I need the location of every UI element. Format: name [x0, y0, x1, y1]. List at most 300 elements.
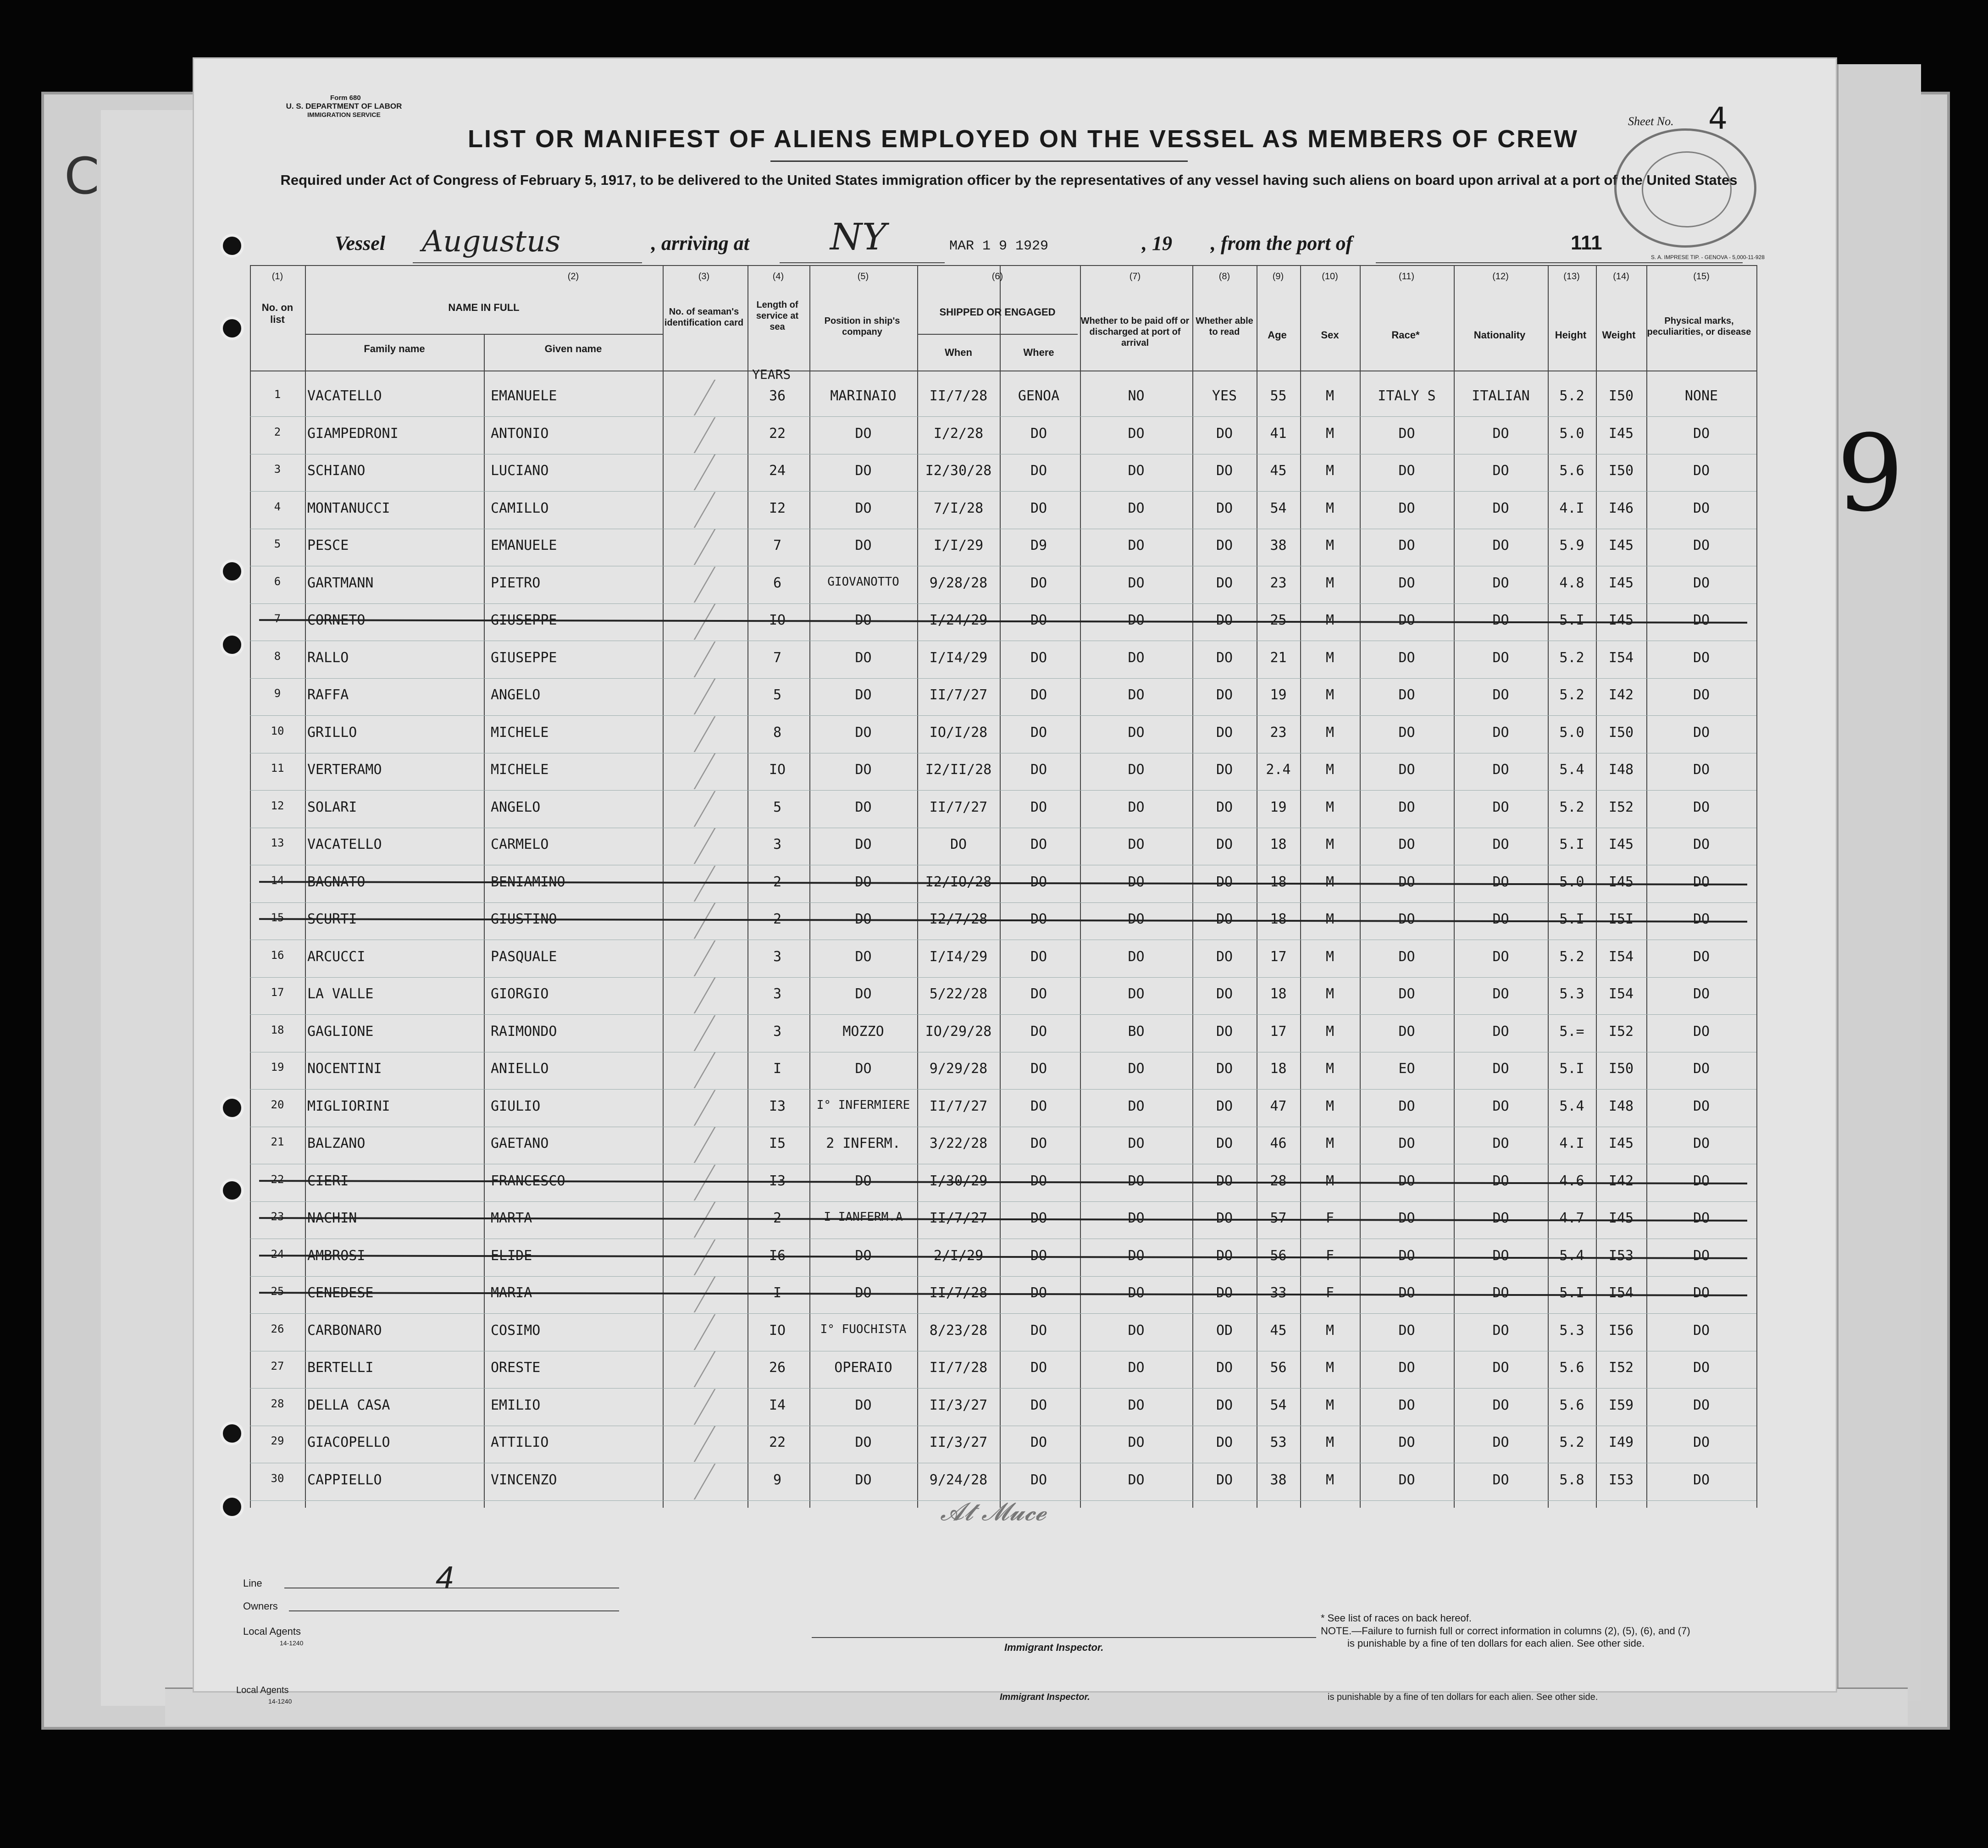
cell-shipped-when: IO/I/28	[929, 724, 988, 741]
cell-position: DO	[855, 500, 872, 516]
cell-position: DO	[855, 1247, 872, 1264]
column-number: (9)	[1272, 271, 1284, 282]
cell-row-number: 10	[271, 724, 284, 737]
shipped-subheader-rule	[917, 334, 1078, 335]
column-number: (6)	[991, 271, 1003, 282]
header-where: Where	[1023, 347, 1054, 358]
cell-weight: I50	[1608, 463, 1634, 479]
from-port-label: , from the port of	[1211, 232, 1353, 255]
cell-shipped-where: DO	[1030, 762, 1047, 778]
cell-service-years: I3	[769, 1098, 786, 1114]
vessel-name: Augustus	[422, 225, 561, 259]
lower-footnote: is punishable by a fine of ten dollars for each alien. See other side.	[1328, 1692, 1598, 1702]
cell-race: DO	[1398, 575, 1415, 591]
cell-paid-off: DO	[1128, 836, 1145, 852]
cell-paid-off: DO	[1128, 649, 1145, 666]
cell-sex: M	[1325, 1472, 1335, 1488]
footnote-penalty: NOTE.—Failure to furnish full or correct information in columns (2), (5), (6), and (7)	[1321, 1625, 1690, 1637]
cell-sex: M	[1325, 1360, 1335, 1376]
cell-shipped-when: II/7/28	[929, 1285, 988, 1301]
header-name-in-full: NAME IN FULL	[448, 302, 520, 313]
table-row	[250, 941, 1756, 978]
cell-family-name: AMBROSI	[307, 1247, 365, 1264]
cell-given-name: GIORGIO	[491, 986, 549, 1002]
cell-shipped-when: I/2/28	[933, 425, 984, 442]
cell-height: 4.6	[1559, 1173, 1584, 1189]
inspector-signature-line	[812, 1637, 1316, 1638]
cell-shipped-where: DO	[1030, 986, 1047, 1002]
cell-row-number: 13	[271, 836, 284, 849]
cell-sex: M	[1325, 649, 1335, 666]
binder-hole	[220, 1495, 244, 1519]
cell-shipped-when: I/24/29	[929, 612, 988, 628]
cell-age: 56	[1270, 1247, 1287, 1264]
cell-nationality: DO	[1492, 612, 1509, 628]
cell-family-name: GIACOPELLO	[307, 1434, 390, 1450]
cell-given-name: ANTONIO	[491, 425, 549, 442]
cell-shipped-where: DO	[1030, 874, 1047, 890]
table-row	[250, 1389, 1756, 1426]
cell-height: 5.4	[1559, 1247, 1584, 1264]
cell-physical-marks: DO	[1693, 649, 1710, 666]
cell-row-number: 20	[271, 1098, 284, 1111]
footer-agents-code: 14-1240	[280, 1639, 304, 1647]
cell-race: DO	[1398, 1135, 1415, 1151]
crew-manifest-table	[250, 265, 1756, 1508]
cell-paid-off: DO	[1128, 1173, 1145, 1189]
margin-number: 9	[1837, 413, 1904, 535]
cell-able-to-read: DO	[1216, 649, 1233, 666]
cell-sex: M	[1325, 612, 1335, 628]
column-number: (13)	[1563, 271, 1580, 282]
cell-able-to-read: DO	[1216, 575, 1233, 591]
cell-weight: I45	[1608, 537, 1634, 553]
cell-paid-off: DO	[1128, 500, 1145, 516]
cell-height: 5.I	[1559, 612, 1584, 628]
cell-service-years: I3	[769, 1173, 786, 1189]
cell-nationality: DO	[1492, 1360, 1509, 1376]
cell-able-to-read: DO	[1216, 1061, 1233, 1077]
cell-sex: M	[1325, 986, 1335, 1002]
header-physical: Physical marks, peculiarities, or disease	[1647, 316, 1751, 337]
cell-given-name: MARIA	[491, 1285, 532, 1301]
cell-race: DO	[1398, 724, 1415, 741]
cell-shipped-when: 2/I/29	[933, 1247, 984, 1264]
cell-service-years: IO	[769, 762, 786, 778]
cell-shipped-where: DO	[1030, 911, 1047, 927]
cell-service-years: I	[773, 1061, 782, 1077]
cell-able-to-read: DO	[1216, 836, 1233, 852]
cell-given-name: ATTILIO	[491, 1434, 549, 1450]
header-family-name: Family name	[364, 343, 425, 354]
cell-shipped-where: DO	[1030, 724, 1047, 741]
cell-race: ITALY S	[1378, 388, 1436, 404]
cell-position: DO	[855, 463, 872, 479]
cell-service-years: 8	[773, 724, 782, 741]
id-card-check-mark	[638, 604, 715, 640]
cell-paid-off: BO	[1128, 1023, 1145, 1040]
cell-height: 5.8	[1559, 1472, 1584, 1488]
id-card-check-mark	[638, 1351, 715, 1387]
table-row	[250, 417, 1756, 454]
cell-nationality: DO	[1492, 1322, 1509, 1339]
cell-position: OPERAIO	[834, 1360, 892, 1376]
table-row	[250, 791, 1756, 828]
cell-position: I IANFERM.A	[824, 1210, 903, 1224]
printer-imprint: S. A. IMPRESE TIP. - GENOVA - 5,000-11-928	[1651, 254, 1765, 260]
id-card-check-mark	[638, 454, 715, 490]
cell-family-name: VERTERAMO	[307, 762, 382, 778]
sheet-number-label: Sheet No.	[1628, 115, 1674, 128]
header-given-name: Given name	[544, 343, 602, 354]
cell-row-number: 19	[271, 1061, 284, 1073]
cell-race: DO	[1398, 1322, 1415, 1339]
cell-given-name: MICHELE	[491, 724, 549, 741]
page-title: LIST OR MANIFEST OF ALIENS EMPLOYED ON THE VESSEL AS MEMBERS OF CREW	[468, 125, 1579, 153]
cell-height: 5.4	[1559, 762, 1584, 778]
cell-age: 23	[1270, 724, 1287, 741]
table-row	[250, 1090, 1756, 1127]
id-card-check-mark	[638, 529, 715, 565]
id-card-check-mark	[638, 1277, 715, 1312]
cell-row-number: 1	[274, 388, 281, 401]
cell-age: 23	[1270, 575, 1287, 591]
header-position: Position in ship's company	[824, 316, 900, 337]
cell-family-name: CENEDESE	[307, 1285, 374, 1301]
table-row	[250, 1426, 1756, 1463]
header-race: Race*	[1391, 329, 1420, 341]
cell-nationality: DO	[1492, 687, 1509, 703]
cell-physical-marks: DO	[1693, 836, 1710, 852]
cell-sex: M	[1325, 575, 1335, 591]
cell-sex: M	[1325, 500, 1335, 516]
cell-height: 5.2	[1559, 799, 1584, 815]
service-name: IMMIGRATION SERVICE	[307, 111, 381, 118]
cell-paid-off: DO	[1128, 463, 1145, 479]
table-row	[250, 1015, 1756, 1052]
id-card-check-mark	[638, 492, 715, 528]
cell-family-name: CORNETO	[307, 612, 365, 628]
cell-able-to-read: DO	[1216, 1285, 1233, 1301]
cell-height: 5.2	[1559, 388, 1584, 404]
cell-family-name: GAGLIONE	[307, 1023, 374, 1040]
cell-row-number: 24	[271, 1247, 284, 1261]
cell-family-name: BALZANO	[307, 1135, 365, 1151]
cell-position: MARINAIO	[830, 388, 897, 404]
cell-race: DO	[1398, 874, 1415, 890]
cell-row-number: 18	[271, 1023, 284, 1036]
cell-shipped-when: II/7/27	[929, 687, 988, 703]
cell-able-to-read: DO	[1216, 948, 1233, 965]
cell-service-years: 7	[773, 537, 782, 553]
cell-given-name: ANGELO	[491, 799, 541, 815]
column-number: (12)	[1492, 271, 1509, 282]
table-row	[250, 1202, 1756, 1239]
cell-shipped-where: DO	[1030, 1434, 1047, 1450]
cell-row-number: 15	[271, 911, 284, 924]
cell-shipped-when: II/7/27	[929, 1098, 988, 1114]
cell-given-name: MARTA	[491, 1210, 532, 1226]
title-underline	[770, 160, 1188, 162]
footer-line-label: Line	[243, 1577, 262, 1589]
cell-position: DO	[855, 1472, 872, 1488]
cell-age: 19	[1270, 799, 1287, 815]
footer-agents-label: Local Agents	[243, 1626, 301, 1637]
cell-able-to-read: DO	[1216, 1023, 1233, 1040]
cell-service-years: 2	[773, 1210, 782, 1226]
cell-nationality: DO	[1492, 1285, 1509, 1301]
arriving-port-line	[780, 262, 945, 263]
cell-paid-off: DO	[1128, 1210, 1145, 1226]
cell-sex: M	[1325, 724, 1335, 741]
cell-weight: I45	[1608, 575, 1634, 591]
footnote-penalty-cont: is punishable by a fine of ten dollars for each alien. See other side.	[1347, 1638, 1645, 1649]
cell-shipped-when: II/7/28	[929, 388, 988, 404]
cell-shipped-where: DO	[1030, 1023, 1047, 1040]
cell-given-name: GIULIO	[491, 1098, 541, 1114]
department-name: U. S. DEPARTMENT OF LABOR	[286, 102, 402, 111]
header-age: Age	[1268, 329, 1287, 341]
cell-position: MOZZO	[842, 1023, 884, 1040]
id-card-check-mark	[638, 1389, 715, 1425]
cell-physical-marks: DO	[1693, 687, 1710, 703]
cell-race: DO	[1398, 612, 1415, 628]
cell-height: 5.0	[1559, 425, 1584, 442]
cell-service-years: I	[773, 1285, 782, 1301]
cell-physical-marks: DO	[1693, 799, 1710, 815]
id-card-check-mark	[638, 978, 715, 1013]
cell-race: DO	[1398, 762, 1415, 778]
cell-shipped-where: DO	[1030, 575, 1047, 591]
cell-weight: I45	[1608, 425, 1634, 442]
cell-paid-off: DO	[1128, 687, 1145, 703]
cell-physical-marks: NONE	[1684, 388, 1718, 404]
cell-given-name: BENIAMINO	[491, 874, 565, 890]
date-stamp: MAR 1 9 1929	[949, 238, 1049, 254]
cell-sex: M	[1325, 799, 1335, 815]
cell-paid-off: DO	[1128, 948, 1145, 965]
cell-race: DO	[1398, 1397, 1415, 1413]
cell-height: 4.7	[1559, 1210, 1584, 1226]
cell-sex: M	[1325, 874, 1335, 890]
id-card-check-mark	[638, 679, 715, 714]
cell-sex: M	[1325, 1322, 1335, 1339]
cell-paid-off: DO	[1128, 575, 1145, 591]
cell-service-years: IO	[769, 612, 786, 628]
cell-sex: M	[1325, 1023, 1335, 1040]
cell-paid-off: DO	[1128, 724, 1145, 741]
cell-able-to-read: DO	[1216, 537, 1233, 553]
cell-race: DO	[1398, 1173, 1415, 1189]
column-rule	[1756, 265, 1757, 1508]
cell-position: DO	[855, 911, 872, 927]
cell-given-name: PASQUALE	[491, 948, 557, 965]
column-number: (10)	[1322, 271, 1338, 282]
cell-sex: M	[1325, 537, 1335, 553]
header-able-read: Whether able to read	[1196, 316, 1253, 337]
cell-shipped-where: DO	[1030, 1098, 1047, 1114]
cell-race: DO	[1398, 1098, 1415, 1114]
cell-given-name: PIETRO	[491, 575, 541, 591]
cell-paid-off: DO	[1128, 425, 1145, 442]
cell-shipped-where: DO	[1030, 649, 1047, 666]
cell-able-to-read: DO	[1216, 1210, 1233, 1226]
cell-paid-off: DO	[1128, 1397, 1145, 1413]
cell-race: DO	[1398, 1360, 1415, 1376]
cell-service-years: 3	[773, 948, 782, 965]
table-row	[250, 1127, 1756, 1164]
cell-shipped-when: I/I4/29	[929, 948, 988, 965]
cell-row-number: 12	[271, 799, 284, 812]
cell-nationality: DO	[1492, 1023, 1509, 1040]
cell-sex: M	[1325, 463, 1335, 479]
cell-race: DO	[1398, 986, 1415, 1002]
cell-family-name: CAPPIELLO	[307, 1472, 382, 1488]
lower-inspector-label: Immigrant Inspector.	[1000, 1692, 1090, 1702]
cell-family-name: LA VALLE	[307, 986, 374, 1002]
cell-age: 38	[1270, 1472, 1287, 1488]
cell-nationality: DO	[1492, 1247, 1509, 1264]
page-number: 111	[1571, 232, 1602, 254]
cell-height: 4.8	[1559, 575, 1584, 591]
header-paid-off: Whether to be paid off or discharged at port of arrival	[1080, 316, 1190, 348]
cell-family-name: SOLARI	[307, 799, 357, 815]
cell-position: DO	[855, 799, 872, 815]
cell-able-to-read: DO	[1216, 1173, 1233, 1189]
cell-weight: I54	[1608, 649, 1634, 666]
cell-position: I° FUOCHISTA	[820, 1322, 907, 1336]
binder-hole	[220, 1422, 244, 1445]
cell-paid-off: DO	[1128, 537, 1145, 553]
cell-given-name: EMILIO	[491, 1397, 541, 1413]
table-row	[250, 866, 1756, 903]
cell-weight: I56	[1608, 1322, 1634, 1339]
cell-sex: M	[1325, 911, 1335, 927]
cell-height: 5.9	[1559, 537, 1584, 553]
cell-position: DO	[855, 1285, 872, 1301]
cell-paid-off: DO	[1128, 986, 1145, 1002]
cell-row-number: 2	[274, 425, 281, 438]
cell-row-number: 9	[274, 687, 281, 700]
cell-shipped-when: 9/29/28	[929, 1061, 988, 1077]
cell-sex: M	[1325, 425, 1335, 442]
cell-position: GIOVANOTTO	[827, 575, 899, 589]
cell-nationality: DO	[1492, 575, 1509, 591]
cell-paid-off: DO	[1128, 1285, 1145, 1301]
cell-sex: M	[1325, 762, 1335, 778]
cell-shipped-when: 9/28/28	[929, 575, 988, 591]
cell-height: 5.2	[1559, 687, 1584, 703]
cell-sex: F	[1325, 1285, 1335, 1301]
cell-weight: I48	[1608, 1098, 1634, 1114]
column-number: (1)	[271, 271, 283, 282]
left-paper-edge	[101, 110, 199, 1706]
cell-age: 18	[1270, 1061, 1287, 1077]
cell-shipped-where: DO	[1030, 1285, 1047, 1301]
cell-weight: I45	[1608, 836, 1634, 852]
cell-shipped-when: II/7/27	[929, 1210, 988, 1226]
cell-paid-off: DO	[1128, 1472, 1145, 1488]
cell-position: DO	[855, 687, 872, 703]
cell-row-number: 26	[271, 1322, 284, 1335]
cell-age: 18	[1270, 986, 1287, 1002]
cell-shipped-where: DO	[1030, 687, 1047, 703]
cell-given-name: RAIMONDO	[491, 1023, 557, 1040]
cell-weight: I53	[1608, 1247, 1634, 1264]
cell-physical-marks: DO	[1693, 1098, 1710, 1114]
cell-sex: M	[1325, 836, 1335, 852]
cell-given-name: CAMILLO	[491, 500, 549, 516]
cell-service-years: 3	[773, 986, 782, 1002]
table-row	[250, 716, 1756, 753]
cell-service-years: 2	[773, 911, 782, 927]
cell-age: 17	[1270, 948, 1287, 965]
cell-service-years: IO	[769, 1322, 786, 1339]
cell-nationality: DO	[1492, 948, 1509, 965]
cell-height: 5.6	[1559, 1397, 1584, 1413]
table-row	[250, 753, 1756, 791]
cell-position: DO	[855, 986, 872, 1002]
cell-physical-marks: DO	[1693, 425, 1710, 442]
table-row	[250, 1351, 1756, 1389]
cell-weight: I50	[1608, 1061, 1634, 1077]
cell-service-years: 3	[773, 836, 782, 852]
cell-nationality: DO	[1492, 425, 1509, 442]
cell-sex: M	[1325, 1135, 1335, 1151]
cell-family-name: BAGNATO	[307, 874, 365, 890]
cell-physical-marks: DO	[1693, 1023, 1710, 1040]
cell-paid-off: DO	[1128, 1247, 1145, 1264]
id-card-check-mark	[638, 1052, 715, 1088]
footer-owners-label: Owners	[243, 1600, 278, 1612]
header-shipped: SHIPPED OR ENGAGED	[939, 306, 1056, 318]
cell-sex: F	[1325, 1247, 1335, 1264]
cell-weight: I45	[1608, 874, 1634, 890]
footnote-races: * See list of races on back hereof.	[1321, 1612, 1472, 1624]
cell-given-name: VINCENZO	[491, 1472, 557, 1488]
cell-family-name: BERTELLI	[307, 1360, 374, 1376]
cell-service-years: 22	[769, 1434, 786, 1450]
cell-shipped-where: DO	[1030, 500, 1047, 516]
cell-able-to-read: DO	[1216, 500, 1233, 516]
cell-age: 17	[1270, 1023, 1287, 1040]
cell-shipped-when: I2/7/28	[929, 911, 988, 927]
cell-family-name: GIAMPEDRONI	[307, 425, 399, 442]
name-subheader-rule	[305, 334, 663, 335]
cell-given-name: GIUSEPPE	[491, 612, 557, 628]
cell-weight: I42	[1608, 1173, 1634, 1189]
cell-paid-off: DO	[1128, 1322, 1145, 1339]
cell-weight: I59	[1608, 1397, 1634, 1413]
cell-nationality: DO	[1492, 1135, 1509, 1151]
cell-able-to-read: DO	[1216, 1397, 1233, 1413]
cell-given-name: ELIDE	[491, 1247, 532, 1264]
cell-age: 54	[1270, 1397, 1287, 1413]
cell-height: 5.0	[1559, 724, 1584, 741]
cell-weight: I5I	[1608, 911, 1634, 927]
cell-position: DO	[855, 612, 872, 628]
table-row	[250, 1314, 1756, 1351]
cell-row-number: 16	[271, 948, 284, 962]
cell-physical-marks: DO	[1693, 1360, 1710, 1376]
cell-given-name: FRANCESCO	[491, 1173, 565, 1189]
id-card-check-mark	[638, 753, 715, 789]
cell-sex: M	[1325, 1061, 1335, 1077]
cell-shipped-where: DO	[1030, 1135, 1047, 1151]
id-card-check-mark	[638, 1090, 715, 1126]
cell-race: EO	[1398, 1061, 1415, 1077]
cell-shipped-when: IO/29/28	[925, 1023, 992, 1040]
